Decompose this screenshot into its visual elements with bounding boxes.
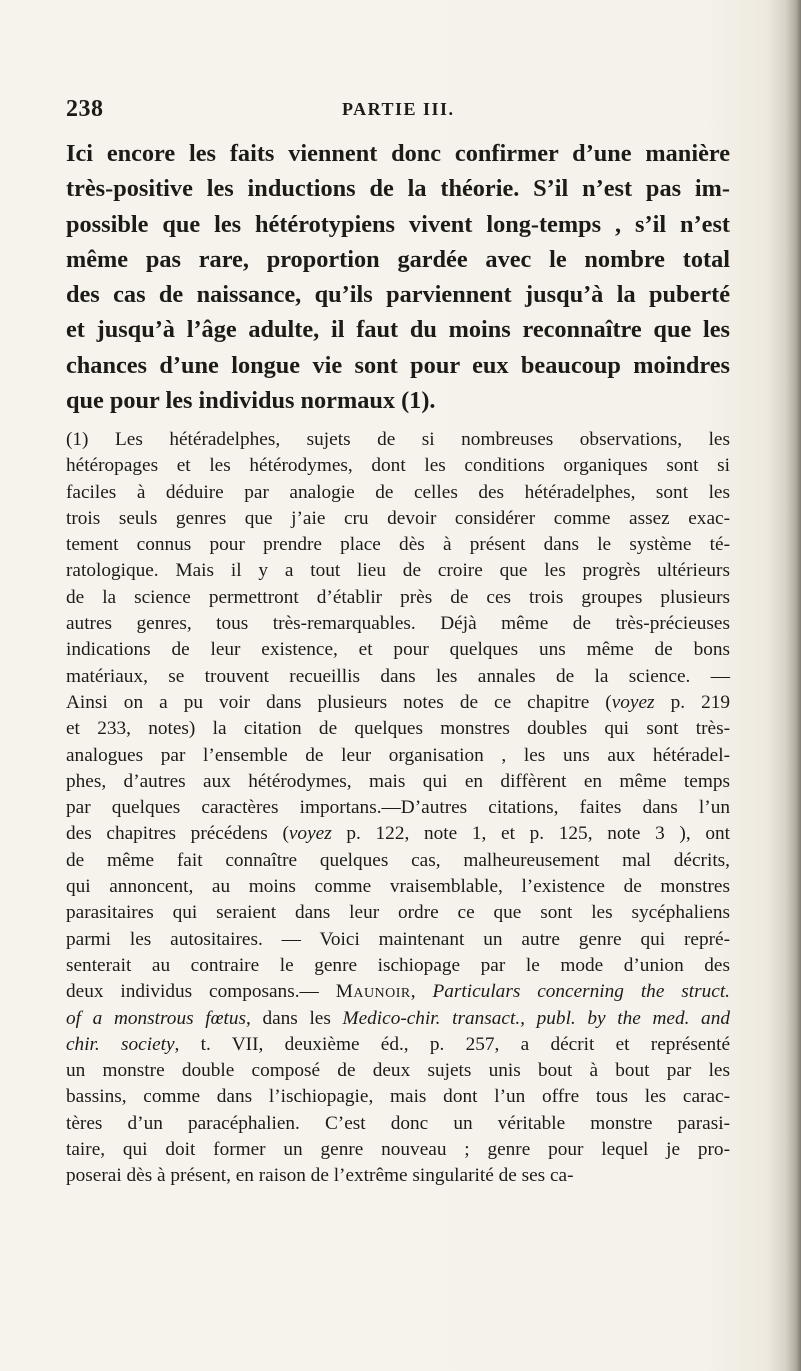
footnote-line: taire, qui doit former un genre nouveau ; genre pour lequel je pro- <box>66 1139 730 1161</box>
footnote-italic: voyez <box>288 823 332 845</box>
footnote-text: p. 122, note 1, et p. 125, note 3 ), ont <box>331 823 730 845</box>
footnote-line: poserai dès à présent, en raison de l’extrême singularité de ses ca- <box>66 1165 574 1187</box>
main-line: possible que les hétérotypiens vivent long-temps , s’il n’est <box>66 210 730 238</box>
footnote-line: un monstre double composé de deux sujets unis bout à bout par les <box>66 1060 730 1082</box>
author-name: Maunoir <box>335 981 411 1003</box>
footnote-line: analogues par l’ensemble de leur organisation , les uns aux hétéradel- <box>66 744 730 766</box>
footnote-text: des chapitres précédens ( <box>66 823 289 845</box>
main-line: même pas rare, proportion gardée avec le nombre total <box>66 245 730 273</box>
footnote-line: parmi les autositaires. — Voici maintenant un autre genre qui repré- <box>66 928 730 950</box>
footnote-line: parasitaires qui seraient dans leur ordre ce que sont les sycéphaliens <box>66 902 730 924</box>
footnote-line: senterait au contraire le genre ischiopage par le mode d’union des <box>66 954 730 976</box>
footnote-text: , t. VII, deuxième éd., p. 257, a décrit et représenté <box>174 1033 731 1055</box>
footnote-line <box>66 821 730 847</box>
footnote-line: ratologique. Mais il y a tout lieu de croire que les progrès ultérieurs <box>66 560 730 582</box>
footnote-line: et 233, notes) la citation de quelques monstres doubles qui sont très- <box>66 718 730 740</box>
footnote-line: autres genres, tous très-remarquables. Déjà même de très-précieuses <box>66 613 730 635</box>
main-line: Ici encore les faits viennent donc confirmer d’une manière <box>66 140 730 167</box>
footnote-line <box>66 979 730 1005</box>
footnote-line: qui annoncent, au moins comme vraisemblable, l’existence de monstres <box>66 876 730 898</box>
footnote-italic: Particulars concerning the struct. <box>432 981 730 1003</box>
footnote-line <box>66 1032 730 1058</box>
footnote-italic: chir. society <box>66 1033 175 1055</box>
footnote-line: tères d’un paracéphalien. C’est donc un véritable monstre parasi- <box>66 1112 730 1134</box>
footnote-text: , <box>410 981 433 1003</box>
running-head: PARTIE III. <box>342 99 455 119</box>
footnote-text: , dans les <box>245 1007 343 1029</box>
footnote-line: matériaux, se trouvent recueillis dans les annales de la science. — <box>66 665 730 687</box>
footnote-line: bassins, comme dans l’ischiopagie, mais dont l’un offre tous les carac- <box>66 1086 730 1108</box>
footnote-italic: Medico-chir. transact., publ. by the med. and <box>342 1007 730 1029</box>
footnote-line: phes, d’autres aux hétérodymes, mais qui en diffèrent en même temps <box>66 770 730 792</box>
footnote-line: (1) Les hétéradelphes, sujets de si nombreuses observations, les <box>66 429 730 450</box>
footnote-line: trois seuls genres que j’aie cru devoir considérer comme assez exac- <box>66 507 730 529</box>
footnote <box>66 427 730 1190</box>
footnote-text: deux individus composans.— <box>66 981 336 1003</box>
footnote-line <box>66 1006 730 1032</box>
footnote-line: par quelques caractères importans.—D’autres citations, faites dans l’un <box>66 797 730 819</box>
spine-shadow <box>767 0 801 1371</box>
footnote-text: p. 219 <box>654 691 730 713</box>
footnote-line: de même fait connaître quelques cas, malheureusement mal décrits, <box>66 849 730 871</box>
page-number: 238 <box>66 96 104 122</box>
main-line: des cas de naissance, qu’ils parviennent jusqu’à la puberté <box>66 281 730 309</box>
main-line: et jusqu’à l’âge adulte, il faut du moins reconnaître que les <box>66 316 730 344</box>
page-header <box>66 96 730 126</box>
footnote-line: tement connus pour prendre place dès à présent dans le système té- <box>66 534 730 556</box>
footnote-line: hétéropages et les hétérodymes, dont les conditions organiques sont si <box>66 455 730 477</box>
footnote-line: de la science permettront d’établir près de ces trois groupes plusieurs <box>66 586 730 608</box>
footnote-line: indications de leur existence, et pour quelques uns même de bons <box>66 639 730 661</box>
main-line: que pour les individus normaux (1). <box>66 387 436 415</box>
main-paragraph <box>66 136 730 418</box>
footnote-line <box>66 690 730 716</box>
main-line: chances d’une longue vie sont pour eux beaucoup moindres <box>66 351 730 379</box>
footnote-text: Ainsi on a pu voir dans plusieurs notes de ce chapitre ( <box>66 691 612 713</box>
footnote-italic: voyez <box>611 691 655 713</box>
main-line: très-positive les inductions de la théorie. S’il n’est pas im- <box>66 175 730 203</box>
footnote-line: faciles à déduire par analogie de celles des hétéradelphes, sont les <box>66 481 730 503</box>
footnote-italic: of a monstrous fœtus <box>66 1007 246 1029</box>
